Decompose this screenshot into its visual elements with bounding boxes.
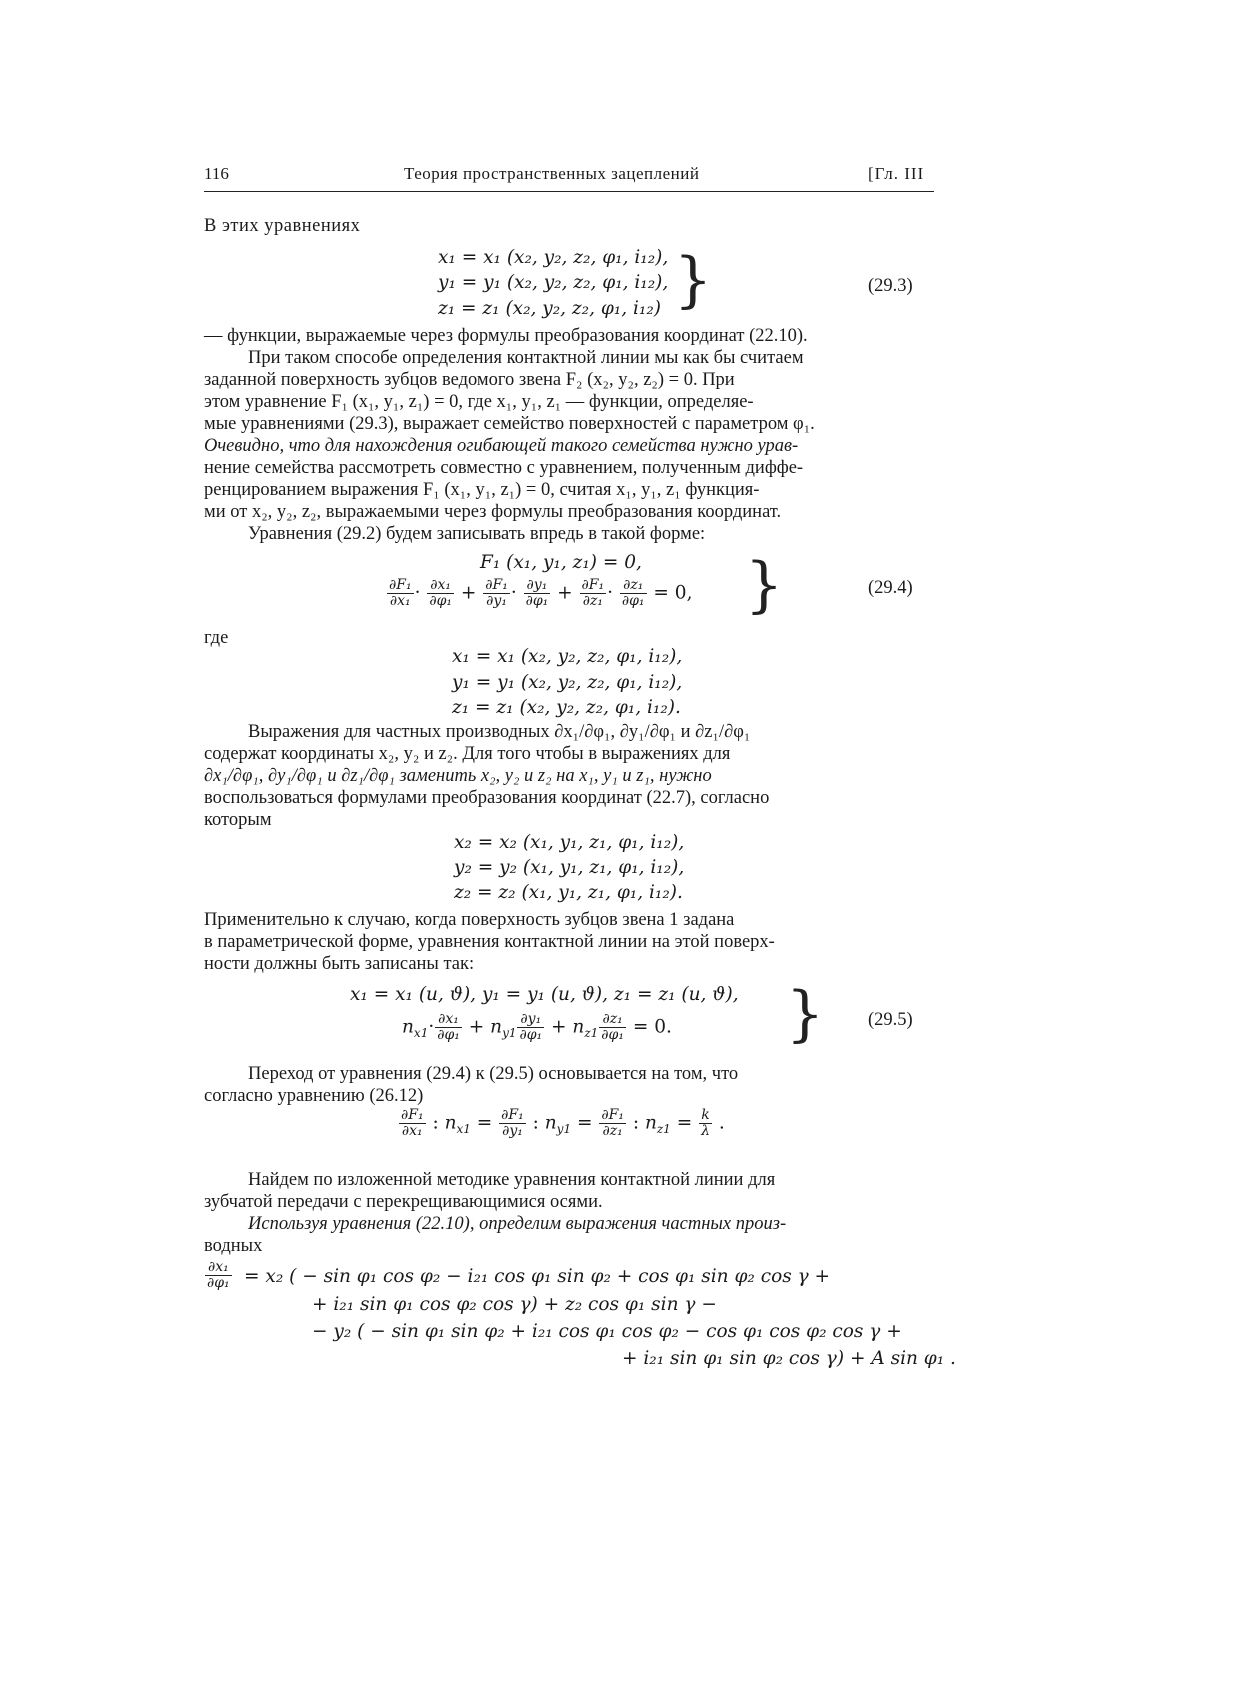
n-y: n <box>490 1016 503 1038</box>
p3-line-5: которым <box>204 810 272 830</box>
ratio-n-z-sub: z1 <box>656 1122 671 1137</box>
eq-29-4-frac-6: $\frac{\text{∂z₁}}{\text{∂φ₁}}$ <box>621 577 645 609</box>
eq-29-5-brace: } <box>786 979 825 1049</box>
eq-29-5-frac-2: $\frac{\text{∂y₁}}{\text{∂φ₁}}$ <box>519 1011 543 1043</box>
eq-29-5-frac-1: $\frac{\text{∂x₁}}{\text{∂φ₁}}$ <box>437 1011 460 1043</box>
ratio-frac-2: $\frac{\text{∂F₁}}{\text{∂y₁}}$ <box>501 1107 524 1139</box>
eq-29-4-frac-4: $\frac{\text{∂y₁}}{\text{∂φ₁}}$ <box>525 577 549 609</box>
header-rule <box>204 191 934 192</box>
ratio-n-x: n <box>444 1112 457 1134</box>
n-z-sub: z1 <box>584 1026 599 1041</box>
p1-line-3: этом уравнение F₁ (x₁, y₁, z₁) = 0, где x₁, y₁, z₁ — функции, определяе- <box>204 392 754 412</box>
p4-line-2: в параметрической форме, уравнения контактной линии на этой поверх- <box>204 932 775 952</box>
p2-text: Уравнения (29.2) будем записывать впредь в такой форме: <box>248 524 706 544</box>
n-z: n <box>572 1016 585 1038</box>
eq-29-4-frac-1: $\frac{\text{∂F₁}}{\text{∂x₁}}$ <box>389 577 412 609</box>
eq-29-4-line-2: $\frac{\text{∂F₁}}{\text{∂x₁}}$ · $\frac{\text{∂x₁}}{\text{∂φ₁}}$ + $\frac{\text{∂F₁}}{\text{∂y₁}}$ · $\frac{\text{∂y₁}}{\text{∂φ₁}}$ + $\frac{\text{∂F₁}}{\text{∂z₁}}$ · $\frac{\text{∂z₁}}{\text{∂φ₁}}$ = 0, <box>389 577 693 609</box>
p3-line-4: воспользоваться формулами преобразования координат (22.7), согласно <box>204 788 770 808</box>
p1-line-2: заданной поверхность зубцов ведомого звена F₂ (x₂, y₂, z₂) = 0. При <box>204 370 735 390</box>
eq-29-4-tail: = 0, <box>653 582 693 604</box>
eq-29-4-frac-5: $\frac{\text{∂F₁}}{\text{∂z₁}}$ <box>581 577 605 609</box>
p4-line-1: Применительно к случаю, когда поверхность зубцов звена 1 задана <box>204 910 735 930</box>
eq-29-4-number: (29.4) <box>868 578 913 598</box>
n-x-sub: x1 <box>413 1026 429 1041</box>
ratio-frac-4: $\frac{k}{\lambda}$ <box>701 1107 710 1139</box>
p3-line-2: содержат координаты x₂, y₂ и z₂. Для того чтобы в выражениях для <box>204 744 731 764</box>
p3-line-3: ∂x₁/∂φ₁, ∂y₁/∂φ₁ и ∂z₁/∂φ₁ заменить x₂, y₂ и z₂ на x₁, y₁ и z₁, нужно <box>204 766 712 786</box>
p5-line-2: согласно уравнению (26.12) <box>204 1086 424 1106</box>
derivative-lhs <box>204 1260 233 1291</box>
ratio-n-y-sub: y1 <box>556 1122 572 1137</box>
eq-29-5-frac-3: $\frac{\text{∂z₁}}{\text{∂φ₁}}$ <box>601 1011 624 1043</box>
inverse-eq-3: z₂ = z₂ (x₁, y₁, z₁, φ₁, i₁₂). <box>454 882 683 903</box>
derivative-line-4: + i₂₁ sin φ₁ sin φ₂ cos γ) + A sin φ₁ . <box>622 1348 956 1369</box>
page-number: 116 <box>204 164 229 183</box>
eq-29-3-line-1: x₁ = x₁ (x₂, y₂, z₂, φ₁, i₁₂), <box>438 247 669 268</box>
eq-29-4-frac-2: $\frac{\text{∂x₁}}{\text{∂φ₁}}$ <box>429 577 452 609</box>
ratio-eq: $\frac{\text{∂F₁}}{\text{∂x₁}}$ : $n_{x1}$ = $\frac{\text{∂F₁}}{\text{∂y₁}}$ : $n_{y1}$ = $\frac{\text{∂F₁}}{\text{∂z₁}}$ : $n_{z1}$ = $\frac{k}{\lambda}$ . <box>401 1107 725 1139</box>
eq-29-3-line-3: z₁ = z₁ (x₂, y₂, z₂, φ₁, i₁₂) <box>438 298 661 319</box>
ratio-n-z: n <box>644 1112 657 1134</box>
p4-line-3: ности должны быть записаны так: <box>204 954 475 974</box>
p1-line-8: ми от x₂, y₂, z₂, выражаемыми через формулы преобразования координат. <box>204 502 782 522</box>
p6-line-1: Найдем по изложенной методике уравнения контактной линии для <box>248 1170 776 1190</box>
p1-line-4: мые уравнениями (29.3), выражает семейство поверхностей с параметром φ₁. <box>204 414 815 434</box>
p1-line-7: ренцированием выражения F₁ (x₁, y₁, z₁) = 0, считая x₁, y₁, z₁ функция- <box>204 480 760 500</box>
derivative-line-1: = x₂ ( − sin φ₁ cos φ₂ − i₂₁ cos φ₁ sin φ₂ + cos φ₁ sin φ₂ cos γ + <box>244 1266 831 1287</box>
running-title: Теория пространственных зацеплений <box>404 164 700 183</box>
eq-29-3-number: (29.3) <box>868 276 913 296</box>
p6-line-2: зубчатой передачи с перекрещивающимися осями. <box>204 1192 603 1212</box>
eq-29-3-brace: } <box>674 245 713 315</box>
where-eq-3: z₁ = z₁ (x₂, y₂, z₂, φ₁, i₁₂). <box>452 697 681 718</box>
chapter-label: [Гл. III <box>868 164 925 183</box>
p5-line-1: Переход от уравнения (29.4) к (29.5) основывается на том, что <box>248 1064 739 1084</box>
ratio-frac-3: $\frac{\text{∂F₁}}{\text{∂z₁}}$ <box>601 1107 624 1139</box>
inverse-eq-1: x₂ = x₂ (x₁, y₁, z₁, φ₁, i₁₂), <box>454 832 685 853</box>
p7-line-1: Используя уравнения (22.10), определим выражения частных произ- <box>248 1214 787 1234</box>
eq-29-5-tail: = 0. <box>632 1016 672 1038</box>
where-eq-1: x₁ = x₁ (x₂, y₂, z₂, φ₁, i₁₂), <box>452 646 683 667</box>
p1-line-5: Очевидно, что для нахождения огибающей такого семейства нужно урав- <box>204 436 799 456</box>
where-text: где <box>204 628 229 648</box>
eq-29-5-line-1: x₁ = x₁ (u, ϑ), y₁ = y₁ (u, ϑ), z₁ = z₁ (u, ϑ), <box>350 984 739 1005</box>
derivative-line-2: + i₂₁ sin φ₁ cos φ₂ cos γ) + z₂ cos φ₁ sin γ − <box>312 1294 717 1315</box>
intro-text: В этих уравнениях <box>204 216 361 236</box>
eq-29-5-line-2: $n_{x1}\cdot$ $\frac{\text{∂x₁}}{\text{∂φ₁}}$ + $n_{y1}$ $\frac{\text{∂y₁}}{\text{∂φ₁}}$ + $n_{z1}$ $\frac{\text{∂z₁}}{\text{∂φ₁}}$ = 0. <box>402 1011 672 1043</box>
p7-line-2: водных <box>204 1236 263 1256</box>
p1-line-1: При таком способе определения контактной линии мы как бы считаем <box>248 348 804 368</box>
eq-29-4-line-1: F₁ (x₁, y₁, z₁) = 0, <box>480 552 642 573</box>
eq-29-5-number: (29.5) <box>868 1010 913 1030</box>
inverse-eq-2: y₂ = y₂ (x₁, y₁, z₁, φ₁, i₁₂), <box>454 857 685 878</box>
eq-29-4-brace: } <box>745 550 784 620</box>
n-y-sub: y1 <box>502 1026 517 1041</box>
ratio-n-y: n <box>544 1112 557 1134</box>
ratio-n-x-sub: x1 <box>456 1122 471 1137</box>
p3-line-1: Выражения для частных производных ∂x₁/∂φ₁, ∂y₁/∂φ₁ и ∂z₁/∂φ₁ <box>248 722 751 742</box>
eq-29-3-line-2: y₁ = y₁ (x₂, y₂, z₂, φ₁, i₁₂), <box>438 272 669 293</box>
derivative-line-3: − y₂ ( − sin φ₁ sin φ₂ + i₂₁ cos φ₁ cos φ₂ − cos φ₁ cos φ₂ cos γ + <box>312 1321 902 1342</box>
n-x: n <box>402 1016 414 1038</box>
p1-line-6: нение семейства рассмотреть совместно с уравнением, полученным диффе- <box>204 458 804 478</box>
where-eq-2: y₁ = y₁ (x₂, y₂, z₂, φ₁, i₁₂), <box>452 672 683 693</box>
derivative-lhs-frac: $\frac{\text{∂x₁}}{\text{∂φ₁}}$ <box>207 1259 230 1291</box>
ratio-frac-1: $\frac{\text{∂F₁}}{\text{∂x₁}}$ <box>401 1107 424 1139</box>
eq-29-4-frac-3: $\frac{\text{∂F₁}}{\text{∂y₁}}$ <box>485 577 508 609</box>
after-29-3-text: — функции, выражаемые через формулы преобразования координат (22.10). <box>204 326 808 346</box>
